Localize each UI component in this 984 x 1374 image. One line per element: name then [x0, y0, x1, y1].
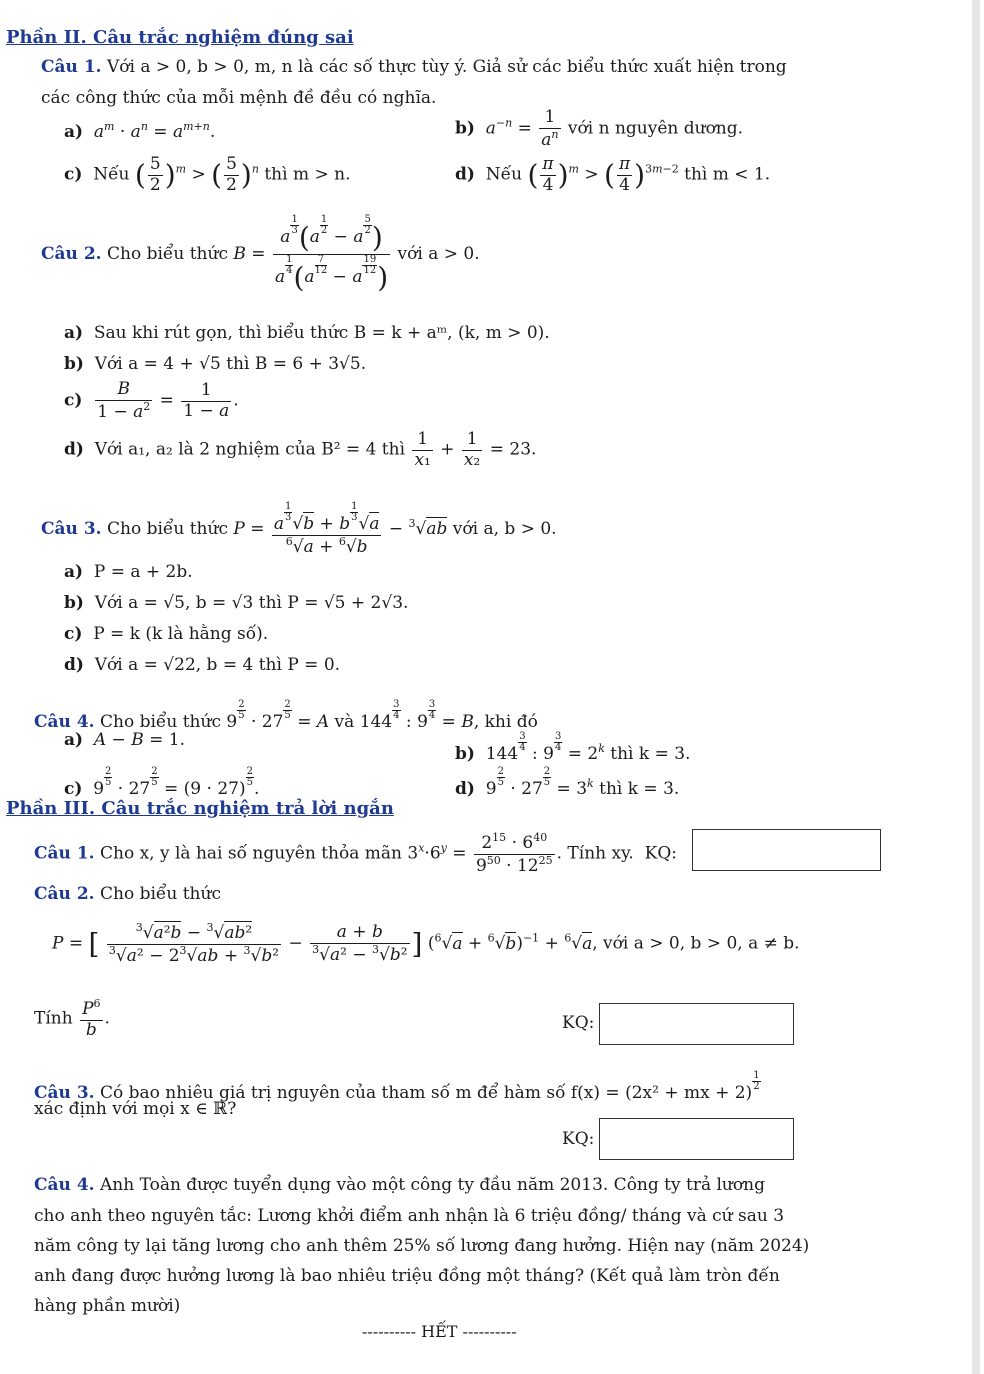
q4-label: Câu 4. — [34, 712, 95, 732]
p3-q1-label: Câu 1. — [34, 843, 95, 864]
part3-title: Phần III. Câu trắc nghiệm trả lời ngắn — [6, 798, 394, 819]
q4-intro: Câu 4. Cho biểu thức 9 $\frac{2}{5}$ · 27 $\frac{2}{5}$ = A và 144 $\frac{3}{4}$ : 9 $\frac{3}{4}$ = B, khi đó — [34, 699, 538, 732]
p3-q2-answer-box[interactable] — [599, 1003, 794, 1045]
q1-b-suffix: với n nguyên dương. — [567, 118, 744, 139]
q2-option-a: a) Sau khi rút gọn, thì biểu thức B = k + aᵐ, (k, m > 0). — [64, 323, 550, 343]
q4-option-b: b) 144 $\frac{3}{4}$ : 9 $\frac{3}{4}$ = $2^k$ thì k = 3. — [455, 731, 691, 764]
p3-q3-answer-box[interactable] — [599, 1118, 794, 1160]
q3-fraction: a $\frac{1}{3}$ √b + b $\frac{1}{3}$ √a $^6$√a + $^6$√b — [273, 501, 380, 557]
q2-fraction: a $\frac{1}{3}$ (a $\frac{1}{2}$ − a $\frac{5}{2}$ ) a $\frac{1}{4}$ (a $\frac{7}{12}$ − a $\frac{19}{12}$ ) — [274, 214, 389, 295]
q1-option-b: b) $a^{-n}$ = $\frac{1}{a^n}$ với n nguyên dương. — [455, 107, 744, 150]
q2-option-c: c) $\frac{B}{1 - a^2}$ = $\frac{1}{1 - a}$ . — [64, 379, 239, 422]
p3-q4-label: Câu 4. — [34, 1175, 95, 1195]
p3-q4-line1: Câu 4. Anh Toàn được tuyển dụng vào một công ty đầu năm 2013. Công ty trả lương — [34, 1175, 765, 1195]
p3-q2-intro: Câu 2. Cho biểu thức — [34, 884, 221, 904]
q4-option-a: a) A − B = 1. — [64, 730, 185, 750]
q3-label: Câu 3. — [41, 519, 102, 540]
end-marker: ---------- HẾT ---------- — [362, 1322, 517, 1341]
q4-option-c: c) 9 $\frac{2}{5}$ · 27 $\frac{2}{5}$ = (9 · 27) $\frac{2}{5}$ . — [64, 766, 260, 799]
part2-title: Phần II. Câu trắc nghiệm đúng sai — [6, 27, 354, 48]
q2-option-b: b) Với a = 4 + √5 thì B = 6 + 3√5. — [64, 354, 367, 374]
p3-q3-line2: xác định với mọi x ∈ ℝ? — [34, 1099, 237, 1119]
p3-q2-label: Câu 2. — [34, 884, 95, 904]
q1-option-a: a) $a^m \cdot a^n = a^{m+n}$. — [64, 120, 216, 142]
q3-intro: Câu 3. Cho biểu thức P = a $\frac{1}{3}$ √b + b $\frac{1}{3}$ √a $^6$√a + $^6$√b − $^3$√ab với a, b > 0. — [41, 501, 557, 557]
q3-option-d: d) Với a = √22, b = 4 thì P = 0. — [64, 655, 341, 675]
q1-intro-line1 — [41, 59, 787, 76]
q1-text1: Với a > 0, b > 0, m, n là các số thực tùy ý. Giả sử các biểu thức xuất hiện trong — [106, 57, 787, 77]
q1-option-c: c) Nếu ( $\frac{5}{2}$ )$^m$ > ( $\frac{5}{2}$ )$^n$ thì m > n. — [64, 154, 351, 195]
q3-option-c: c) P = k (k là hằng số). — [64, 624, 269, 644]
q2-option-d: d) Với a₁, a₂ là 2 nghiệm của B² = 4 thì $\frac{1}{\text{x₁}}$ + $\frac{1}{\text{x₂}}$ = 23. — [64, 429, 537, 470]
p3-q4-line5: hàng phần mười) — [34, 1296, 181, 1316]
p3-q1-answer-box[interactable] — [692, 829, 881, 871]
p3-q1: Câu 1. Cho x, y là hai số nguyên thỏa mãn $3^x\cdot 6^y$ = $\frac{2^{15} \cdot 6^{40}}{9^{50} \cdot 12^{25}}$ . Tính xy. KQ: — [34, 831, 678, 876]
q1-label: Câu 1. — [41, 57, 102, 77]
q3-option-b: b) Với a = √5, b = √3 thì P = √5 + 2√3. — [64, 593, 409, 613]
p3-q3-kq-label: KQ: — [562, 1129, 595, 1149]
p3-q2-kq-label: KQ: — [562, 1013, 595, 1033]
q2-label: Câu 2. — [41, 244, 102, 265]
p3-q2-ask: Tính $\frac{P^6}{b}$ . — [34, 997, 110, 1040]
q1-text2: các công thức của mỗi mệnh đề đều có nghĩa. — [41, 88, 437, 108]
q4-option-d: d) 9 $\frac{2}{5}$ · 27 $\frac{2}{5}$ = $3^k$ thì k = 3. — [455, 766, 680, 799]
p3-q4-line2: cho anh theo nguyên tắc: Lương khởi điểm anh nhận là 6 triệu đồng/ tháng và cứ sau 3 — [34, 1206, 785, 1226]
q1-option-d: d) Nếu ( $\frac{\pi}{4}$ )$^m$ > ( $\frac{\pi}{4}$ )$^{3m-2}$ thì m < 1. — [455, 154, 771, 195]
p3-q4-line4: anh đang được hưởng lương là bao nhiêu triệu đồng một tháng? (Kết quả làm tròn đến — [34, 1266, 780, 1286]
p3-q3-line1: Câu 3. Có bao nhiêu giá trị nguyên của tham số m để hàm số f(x) = (2x² + mx + 2) $\frac{1}{2}$ — [34, 1070, 760, 1103]
p3-q2-expression: P = [ $\frac{^3√a^2b - ^3√ab^2}{^3√a^2 - 2^3√ab + ^3√b^2}$ − $\frac{a + b}{^3√a^2 - ^3√b^2}$ ] $(^6√a + ^6√b)^{-1} + ^6√a$, với a > 0, b > 0, a ≠ b. — [52, 921, 800, 966]
page-edge — [972, 0, 980, 1374]
p3-q1-kq-label: KQ: — [644, 843, 678, 864]
q3-option-a: a) P = a + 2b. — [64, 562, 193, 582]
p3-q4-line3: năm công ty lại tăng lương cho anh thêm 25% số lương đang hưởng. Hiện nay (năm 2024) — [34, 1236, 810, 1256]
q2-intro: Câu 2. Cho biểu thức B = a $\frac{1}{3}$ (a $\frac{1}{2}$ − a $\frac{5}{2}$ ) a $\frac{1}{4}$ (a $\frac{7}{12}$ − a $\frac{19}{12}$ ) với a > 0. — [41, 214, 480, 295]
p3-q3-label: Câu 3. — [34, 1083, 95, 1103]
